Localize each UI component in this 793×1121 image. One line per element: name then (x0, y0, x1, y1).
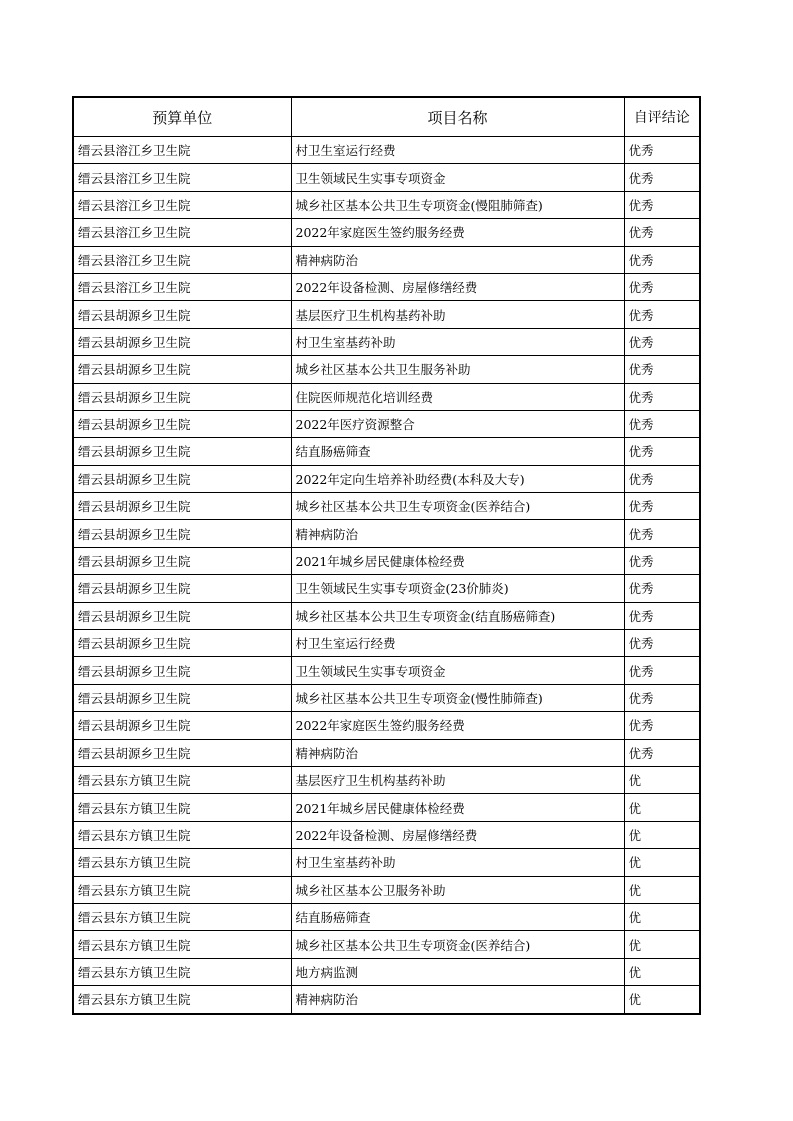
cell-budget-unit: 缙云县东方镇卫生院 (73, 794, 291, 821)
cell-budget-unit: 缙云县东方镇卫生院 (73, 903, 291, 930)
cell-project-name: 2022年设备检测、房屋修缮经费 (291, 821, 624, 848)
cell-project-name: 城乡社区基本公共卫生专项资金(医养结合) (291, 493, 624, 520)
table-row (73, 328, 700, 355)
budget-evaluation-table (72, 96, 701, 1015)
cell-evaluation-result: 优 (624, 931, 700, 958)
table-row (73, 410, 700, 437)
header-evaluation-result: 自评结论 (624, 97, 700, 137)
cell-budget-unit: 缙云县胡源乡卫生院 (73, 547, 291, 574)
cell-project-name: 2022年设备检测、房屋修缮经费 (291, 273, 624, 300)
cell-project-name: 2022年家庭医生签约服务经费 (291, 712, 624, 739)
cell-project-name: 精神病防治 (291, 739, 624, 766)
cell-budget-unit: 缙云县胡源乡卫生院 (73, 410, 291, 437)
table-row (73, 794, 700, 821)
cell-project-name: 城乡社区基本公共卫生专项资金(医养结合) (291, 931, 624, 958)
cell-project-name: 2021年城乡居民健康体检经费 (291, 547, 624, 574)
table-row (73, 684, 700, 711)
cell-project-name: 村卫生室基药补助 (291, 849, 624, 876)
cell-project-name: 村卫生室运行经费 (291, 137, 624, 164)
table-row (73, 219, 700, 246)
cell-evaluation-result: 优秀 (624, 301, 700, 328)
table-row (73, 246, 700, 273)
cell-evaluation-result: 优秀 (624, 739, 700, 766)
cell-evaluation-result: 优 (624, 903, 700, 930)
cell-budget-unit: 缙云县胡源乡卫生院 (73, 712, 291, 739)
table-row (73, 191, 700, 218)
table-row (73, 493, 700, 520)
table-header (73, 97, 700, 137)
table-row (73, 849, 700, 876)
table-row (73, 137, 700, 164)
cell-evaluation-result: 优 (624, 986, 700, 1014)
cell-project-name: 地方病监测 (291, 958, 624, 985)
cell-budget-unit: 缙云县胡源乡卫生院 (73, 630, 291, 657)
cell-budget-unit: 缙云县溶江乡卫生院 (73, 191, 291, 218)
cell-evaluation-result: 优秀 (624, 273, 700, 300)
cell-project-name: 城乡社区基本公共卫生专项资金(慢性肺筛查) (291, 684, 624, 711)
cell-project-name: 2022年家庭医生签约服务经费 (291, 219, 624, 246)
cell-evaluation-result: 优秀 (624, 438, 700, 465)
cell-evaluation-result: 优 (624, 766, 700, 793)
cell-budget-unit: 缙云县胡源乡卫生院 (73, 493, 291, 520)
table-row (73, 356, 700, 383)
cell-project-name: 结直肠癌筛查 (291, 438, 624, 465)
cell-project-name: 精神病防治 (291, 986, 624, 1014)
cell-project-name: 2022年定向生培养补助经费(本科及大专) (291, 465, 624, 492)
table-row (73, 547, 700, 574)
table-row (73, 931, 700, 958)
cell-project-name: 基层医疗卫生机构基药补助 (291, 301, 624, 328)
table-row (73, 657, 700, 684)
cell-budget-unit: 缙云县东方镇卫生院 (73, 876, 291, 903)
table-row (73, 575, 700, 602)
cell-evaluation-result: 优秀 (624, 465, 700, 492)
cell-evaluation-result: 优 (624, 849, 700, 876)
cell-budget-unit: 缙云县东方镇卫生院 (73, 821, 291, 848)
cell-project-name: 城乡社区基本公共卫生服务补助 (291, 356, 624, 383)
table-row (73, 876, 700, 903)
cell-budget-unit: 缙云县溶江乡卫生院 (73, 164, 291, 191)
table-row (73, 438, 700, 465)
cell-evaluation-result: 优 (624, 821, 700, 848)
cell-budget-unit: 缙云县胡源乡卫生院 (73, 438, 291, 465)
cell-project-name: 结直肠癌筛查 (291, 903, 624, 930)
cell-budget-unit: 缙云县胡源乡卫生院 (73, 602, 291, 629)
table-row (73, 164, 700, 191)
table-row (73, 766, 700, 793)
cell-budget-unit: 缙云县胡源乡卫生院 (73, 575, 291, 602)
cell-budget-unit: 缙云县溶江乡卫生院 (73, 137, 291, 164)
cell-budget-unit: 缙云县胡源乡卫生院 (73, 739, 291, 766)
cell-evaluation-result: 优秀 (624, 520, 700, 547)
cell-budget-unit: 缙云县溶江乡卫生院 (73, 219, 291, 246)
table-row (73, 383, 700, 410)
cell-project-name: 精神病防治 (291, 520, 624, 547)
cell-evaluation-result: 优 (624, 958, 700, 985)
table-row (73, 958, 700, 985)
table-row (73, 465, 700, 492)
cell-evaluation-result: 优秀 (624, 246, 700, 273)
cell-budget-unit: 缙云县胡源乡卫生院 (73, 520, 291, 547)
cell-budget-unit: 缙云县胡源乡卫生院 (73, 383, 291, 410)
cell-project-name: 2022年医疗资源整合 (291, 410, 624, 437)
table-row (73, 630, 700, 657)
cell-evaluation-result: 优秀 (624, 328, 700, 355)
table-row (73, 602, 700, 629)
header-budget-unit: 预算单位 (73, 97, 291, 137)
cell-evaluation-result: 优秀 (624, 684, 700, 711)
cell-budget-unit: 缙云县溶江乡卫生院 (73, 273, 291, 300)
table-row (73, 986, 700, 1014)
cell-project-name: 村卫生室基药补助 (291, 328, 624, 355)
cell-evaluation-result: 优秀 (624, 547, 700, 574)
cell-evaluation-result: 优 (624, 876, 700, 903)
cell-evaluation-result: 优秀 (624, 630, 700, 657)
cell-budget-unit: 缙云县胡源乡卫生院 (73, 301, 291, 328)
table-row (73, 712, 700, 739)
cell-project-name: 卫生领域民生实事专项资金 (291, 657, 624, 684)
cell-budget-unit: 缙云县东方镇卫生院 (73, 931, 291, 958)
cell-project-name: 村卫生室运行经费 (291, 630, 624, 657)
cell-budget-unit: 缙云县胡源乡卫生院 (73, 465, 291, 492)
cell-project-name: 2021年城乡居民健康体检经费 (291, 794, 624, 821)
cell-evaluation-result: 优秀 (624, 712, 700, 739)
cell-evaluation-result: 优秀 (624, 602, 700, 629)
cell-evaluation-result: 优秀 (624, 657, 700, 684)
table-body (73, 137, 700, 1014)
cell-budget-unit: 缙云县胡源乡卫生院 (73, 356, 291, 383)
cell-project-name: 城乡社区基本公共卫生专项资金(慢阻肺筛查) (291, 191, 624, 218)
cell-project-name: 精神病防治 (291, 246, 624, 273)
table-row (73, 273, 700, 300)
cell-evaluation-result: 优秀 (624, 356, 700, 383)
cell-evaluation-result: 优秀 (624, 164, 700, 191)
cell-project-name: 住院医师规范化培训经费 (291, 383, 624, 410)
cell-budget-unit: 缙云县胡源乡卫生院 (73, 657, 291, 684)
cell-budget-unit: 缙云县东方镇卫生院 (73, 958, 291, 985)
cell-evaluation-result: 优秀 (624, 191, 700, 218)
table-row (73, 821, 700, 848)
cell-project-name: 城乡社区基本公共卫生专项资金(结直肠癌筛查) (291, 602, 624, 629)
cell-evaluation-result: 优秀 (624, 383, 700, 410)
cell-budget-unit: 缙云县东方镇卫生院 (73, 986, 291, 1014)
cell-project-name: 卫生领域民生实事专项资金(23价肺炎) (291, 575, 624, 602)
header-row (73, 97, 700, 137)
cell-budget-unit: 缙云县东方镇卫生院 (73, 766, 291, 793)
cell-evaluation-result: 优 (624, 794, 700, 821)
table-row (73, 301, 700, 328)
table-row (73, 903, 700, 930)
cell-budget-unit: 缙云县东方镇卫生院 (73, 849, 291, 876)
cell-evaluation-result: 优秀 (624, 219, 700, 246)
cell-evaluation-result: 优秀 (624, 137, 700, 164)
cell-project-name: 城乡社区基本公卫服务补助 (291, 876, 624, 903)
cell-budget-unit: 缙云县溶江乡卫生院 (73, 246, 291, 273)
header-project-name: 项目名称 (291, 97, 624, 137)
cell-project-name: 卫生领域民生实事专项资金 (291, 164, 624, 191)
cell-project-name: 基层医疗卫生机构基药补助 (291, 766, 624, 793)
table-row (73, 739, 700, 766)
cell-evaluation-result: 优秀 (624, 410, 700, 437)
cell-budget-unit: 缙云县胡源乡卫生院 (73, 328, 291, 355)
cell-evaluation-result: 优秀 (624, 493, 700, 520)
cell-budget-unit: 缙云县胡源乡卫生院 (73, 684, 291, 711)
cell-evaluation-result: 优秀 (624, 575, 700, 602)
table-row (73, 520, 700, 547)
